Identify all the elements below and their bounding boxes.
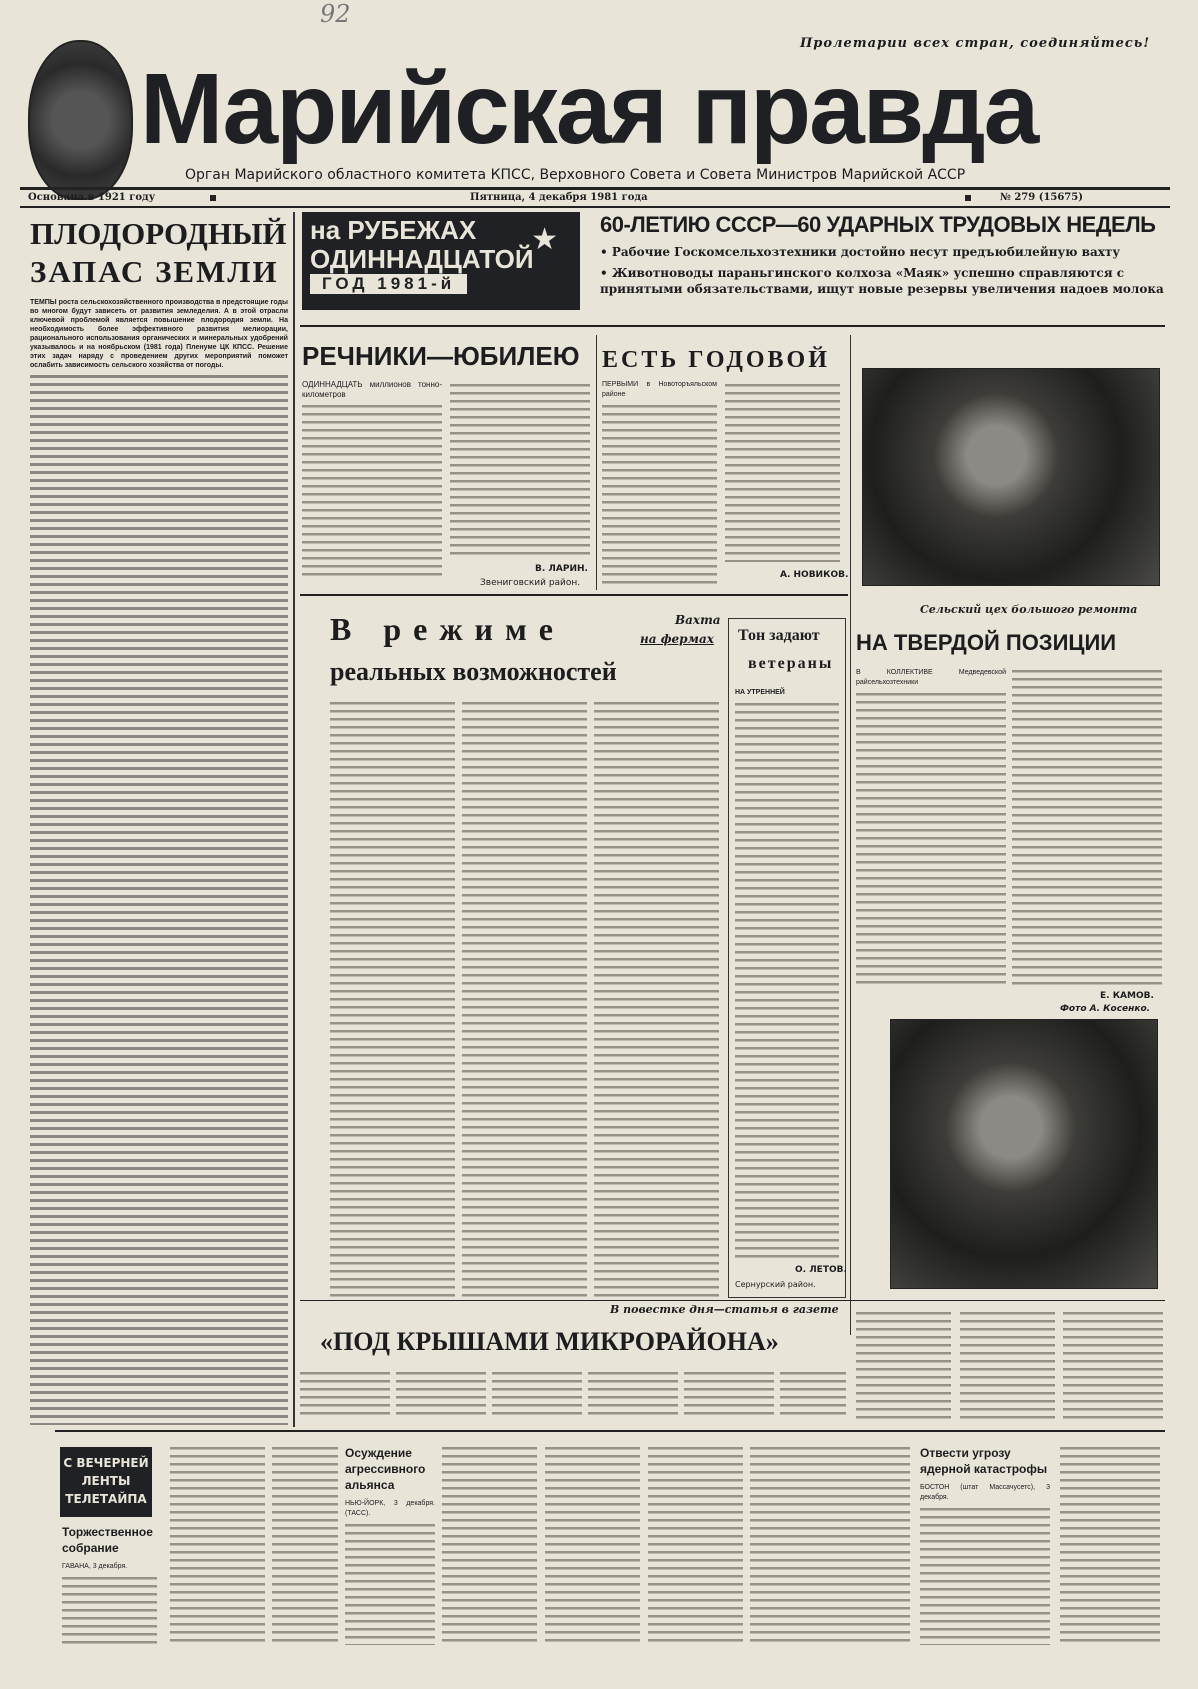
photo-caption: Сельский цех большого ремонта bbox=[920, 603, 1138, 616]
nuclear-body-2 bbox=[1060, 1445, 1160, 1645]
veterans-headline-2: ветераны bbox=[748, 655, 834, 672]
issue-number: № 279 (15675) bbox=[1000, 192, 1083, 203]
order-emblem bbox=[28, 40, 133, 200]
microdistrict-body-1 bbox=[300, 1370, 390, 1420]
eleventh-five-year-banner: на РУБЕЖАХ ОДИННАДЦАТОЙ ГОД 1981-й ★ bbox=[302, 212, 580, 310]
regime-headline-1: В режиме bbox=[330, 611, 565, 647]
firm-headline: НА ТВЕРДОЙ ПОЗИЦИИ bbox=[856, 630, 1117, 655]
annual-body-2 bbox=[725, 382, 840, 562]
firm-body-2 bbox=[1012, 668, 1162, 988]
rubric-farms: на фермах bbox=[640, 632, 714, 646]
handwritten-mark: 92 bbox=[320, 0, 351, 28]
firm-photo-credit: Фото А. Косенко. bbox=[1060, 1004, 1151, 1014]
veterans-author: О. ЛЕТОВ. bbox=[795, 1265, 847, 1275]
fertile-lead: ТЕМПЫ роста сельскохозяйственного производства в предстоящие годы во многом будут зависеть от развития земледелия. А в этой отрасли ключевой проблемой является повышение плодородия земли. На необходимость более эффективного развития мелиорации, рационального использования органических и минеральных удобрений указывалось и на ноябрьском (1981 года) Пленуме ЦК КПСС. Решение этих задач наряду с проведением других мероприятий поможет ослабить зависимость сельского хозяйства от погоды. bbox=[30, 299, 288, 369]
rivermen-lead: ОДИННАДЦАТЬ миллионов тонно-километров bbox=[302, 380, 442, 399]
microdistrict-body-4 bbox=[588, 1370, 678, 1420]
annual-headline: ЕСТЬ ГОДОВОЙ bbox=[602, 347, 830, 373]
alliance-body-5 bbox=[750, 1445, 910, 1645]
founded-label: Основана в 1921 году bbox=[28, 192, 156, 203]
ceremony-body bbox=[62, 1575, 157, 1644]
teletype-box: С ВЕЧЕРНЕЙ ЛЕНТЫ ТЕЛЕТАЙПА bbox=[60, 1447, 152, 1517]
star-icon: ★ bbox=[531, 222, 558, 257]
annual-author: А. НОВИКОВ. bbox=[780, 570, 849, 580]
microdistrict-body-9 bbox=[1063, 1310, 1163, 1420]
regime-body-1 bbox=[330, 700, 455, 1300]
fertile-body bbox=[30, 373, 288, 1425]
jubilee-bullet-1: • Рабочие Госкомсельхозтехники достойно несут предъюбилейную вахту bbox=[600, 245, 1121, 259]
microdistrict-body-7 bbox=[856, 1310, 951, 1420]
microdistrict-body-6 bbox=[780, 1370, 846, 1420]
regime-headline-2: реальных возможностей bbox=[330, 657, 617, 686]
newspaper-title: Марийская правда bbox=[140, 53, 1038, 165]
rivermen-body bbox=[302, 403, 442, 580]
regime-body-3 bbox=[594, 700, 719, 1300]
microdistrict-body-5 bbox=[684, 1370, 774, 1420]
nuclear-body-1 bbox=[920, 1506, 1050, 1645]
veterans-lead: НА УТРЕННЕЙ bbox=[735, 689, 785, 696]
microdistrict-rubric: В повестке дня—статья в газете bbox=[610, 1303, 839, 1316]
rivermen-place: Звениговский район. bbox=[480, 578, 581, 588]
annual-lead: ПЕРВЫМИ в Новоторъяльском районе bbox=[602, 381, 717, 398]
alliance-body-3 bbox=[545, 1445, 640, 1645]
alliance-body-4 bbox=[648, 1445, 743, 1645]
jubilee-headline: 60-ЛЕТИЮ СССР—60 УДАРНЫХ ТРУДОВЫХ НЕДЕЛЬ bbox=[600, 212, 1156, 237]
microdistrict-body-2 bbox=[396, 1370, 486, 1420]
ceremony-body-2 bbox=[170, 1445, 265, 1645]
alliance-body-1 bbox=[345, 1522, 435, 1645]
regime-body-2 bbox=[462, 700, 587, 1300]
alliance-headline: Осуждение агрессивного альянса bbox=[345, 1446, 426, 1492]
firm-lead: В КОЛЛЕКТИВЕ Медведевской райсельхозтехники bbox=[856, 669, 1006, 686]
jubilee-bullet-2: • Животноводы параньгинского колхоза «Маяк» успешно справляются с принятыми обязательствами, ищут новые резервы увеличения надоев молока bbox=[600, 266, 1164, 296]
rivermen-body-2 bbox=[450, 382, 590, 560]
veterans-place: Сернурский район. bbox=[735, 1280, 816, 1289]
alliance-lead: НЬЮ-ЙОРК, 3 декабря. (ТАСС). bbox=[345, 1500, 435, 1517]
microdistrict-body-8 bbox=[960, 1310, 1055, 1420]
worker-portrait-photo bbox=[890, 1019, 1158, 1289]
microdistrict-headline: «ПОД КРЫШАМИ МИКРОРАЙОНА» bbox=[320, 1327, 779, 1356]
firm-author: Е. КАМОВ. bbox=[1100, 991, 1154, 1001]
veterans-headline-1: Тон задают bbox=[738, 627, 820, 644]
ceremony-headline: Торжественное собрание bbox=[62, 1525, 153, 1555]
annual-body bbox=[602, 403, 717, 585]
veterans-body bbox=[735, 701, 839, 1262]
microdistrict-body-3 bbox=[492, 1370, 582, 1420]
newspaper-subtitle: Орган Марийского областного комитета КПСС, Верховного Совета и Совета Министров Марийской АССР bbox=[185, 167, 966, 183]
rubric-watch: Вахта bbox=[675, 613, 721, 627]
fertile-headline-1: ПЛОДОРОДНЫЙ bbox=[30, 216, 287, 251]
fertile-headline-2: ЗАПАС ЗЕМЛИ bbox=[30, 254, 279, 289]
rivermen-headline: РЕЧНИКИ—ЮБИЛЕЮ bbox=[302, 341, 580, 371]
firm-body-1 bbox=[856, 691, 1006, 988]
rivermen-author: В. ЛАРИН. bbox=[535, 564, 588, 574]
ceremony-lead: ГАВАНА, 3 декабря. bbox=[62, 1563, 128, 1570]
nuclear-headline: Отвести угрозу ядерной катастрофы bbox=[920, 1446, 1048, 1476]
alliance-body-2 bbox=[442, 1445, 537, 1645]
repair-shop-photo bbox=[862, 368, 1160, 586]
ceremony-body-3 bbox=[272, 1445, 338, 1645]
issue-date: Пятница, 4 декабря 1981 года bbox=[470, 192, 648, 203]
nuclear-lead: БОСТОН (штат Массачусетс), 3 декабря. bbox=[920, 1484, 1050, 1501]
slogan: Пролетарии всех стран, соединяйтесь! bbox=[800, 36, 1151, 51]
